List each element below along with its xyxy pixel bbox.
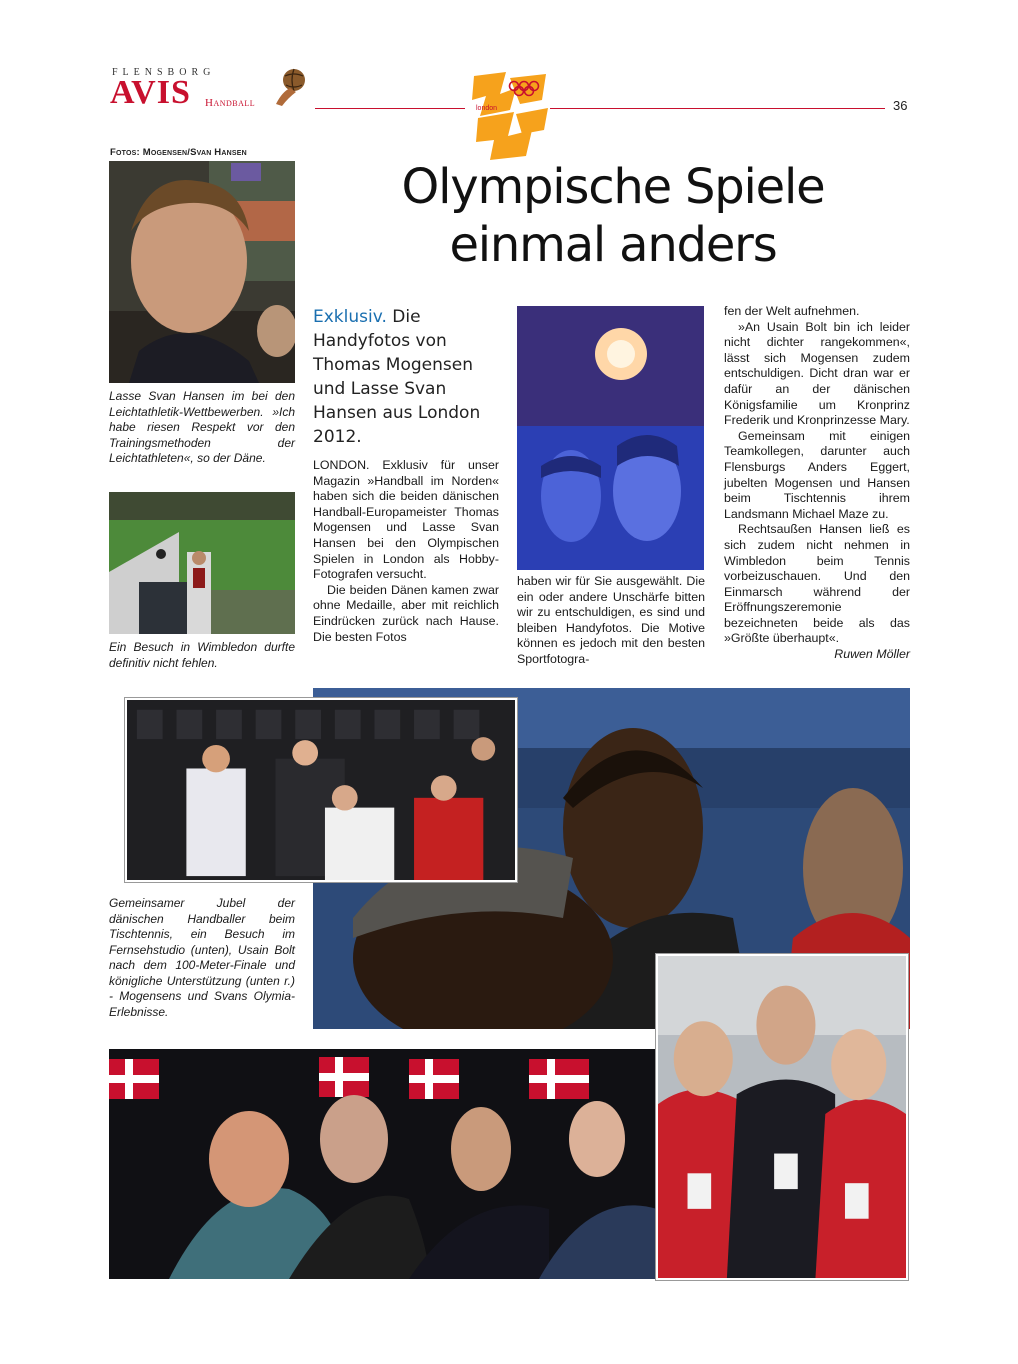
- article-column-3: [724, 304, 910, 663]
- article-paragraph: LONDON. Exklusiv für unser Magazin »Handball im Norden« haben sich die beiden dänischen Handball-Europameister Thomas Mogensen und Lasse Svan Hansen bei den Olympischen Spielen in London als Hobby-Fotografen versucht.: [313, 458, 499, 582]
- caption-stadium: Lasse Svan Hansen im bei den Leichtathletik-Wettbewerben. »Ich habe riesen Respekt vor den Trainingsmethoden der Leichtathleten«, so der Däne.: [109, 389, 295, 465]
- byline-row: [724, 647, 910, 663]
- caption-wimbledon: Ein Besuch in Wimbledon durfte definitiv nicht fehlen.: [109, 640, 295, 670]
- photo-wimbledon: [109, 492, 295, 634]
- handball-icon: [268, 64, 312, 108]
- photo-credit: Fotos: Mogensen/Svan Hansen: [110, 147, 247, 158]
- article-paragraph: Gemeinsam mit einigen Teamkollegen, darunter auch Flensburgs Anders Eggert, jubelten Mogensen und Hansen beim Tischtennis ihrem Landsmann Michael Maze zu.: [724, 428, 910, 521]
- article-paragraph: haben wir für Sie ausgewählt. Die ein oder andere Unschärfe bitten wir zu entschuldigen, es sind und bleiben Handyfotos. Die Motive können es jedoch mit den besten Sportfotogra-: [517, 574, 705, 666]
- headline: [313, 158, 913, 274]
- photo-team-cheering: [125, 698, 517, 882]
- article-paragraph: Die beiden Dänen kamen zwar ohne Medaille, aber mit reichlich Eindrücken zurück nach Hause. Die besten Fotos: [313, 582, 499, 644]
- page-number: 36: [893, 98, 908, 113]
- article-paragraph: »An Usain Bolt bin ich leider nicht dichter rangekommen«, lässt sich Mogensen zudem entschuldigen. Dicht dran war er dafür an der dänischen Königsfamilie um Kronprinz Frederik und Kronprinzesse Mary.: [724, 319, 910, 428]
- byline: Ruwen Möller: [834, 647, 910, 662]
- masthead-section: Handball: [205, 97, 256, 109]
- headline-line2: einmal anders: [449, 217, 777, 273]
- photo-royal-family: [656, 954, 908, 1280]
- olympic-logo: [470, 70, 550, 160]
- masthead-logo: AVIS: [110, 74, 191, 111]
- caption-group: Gemeinsamer Jubel der dänischen Handballer beim Tischtennis, ein Besuch im Fernsehstudio (unten), Usain Bolt nach dem 100-Meter-Finale und königliche Unterstützung (unten r.) - Mogensens und Svans Olymia-Erlebnisse.: [109, 896, 295, 1019]
- lead-paragraph: [313, 305, 503, 449]
- article-paragraph: fen der Welt aufnehmen.: [724, 304, 860, 318]
- headline-line1: Olympische Spiele: [401, 159, 825, 215]
- photo-tv-studio: [109, 1049, 657, 1279]
- article-column-1: [313, 458, 499, 645]
- photo-opening-ceremony: [517, 306, 704, 570]
- article-column-2: [517, 574, 705, 668]
- olympic-logo-label: london: [476, 105, 498, 112]
- masthead-rule-left: [315, 108, 465, 109]
- photo-stadium-selfie: [109, 161, 295, 383]
- masthead-rule-right: [550, 108, 885, 109]
- article-paragraph: Rechtsaußen Hansen ließ es sich zudem nicht nehmen in Wimbledon beim Tennis vorbeizuschauen. Und den Einmarsch während der Eröffnungszeremonie bezeichneten beide als das »Größte überhaupt«.: [724, 522, 910, 646]
- lead-kicker: Exklusiv.: [313, 307, 387, 327]
- masthead-top-small: FLENSBORG: [112, 67, 216, 78]
- lead-text: Die Handyfotos von Thomas Mogensen und Lasse Svan Hansen aus London 2012.: [313, 307, 481, 447]
